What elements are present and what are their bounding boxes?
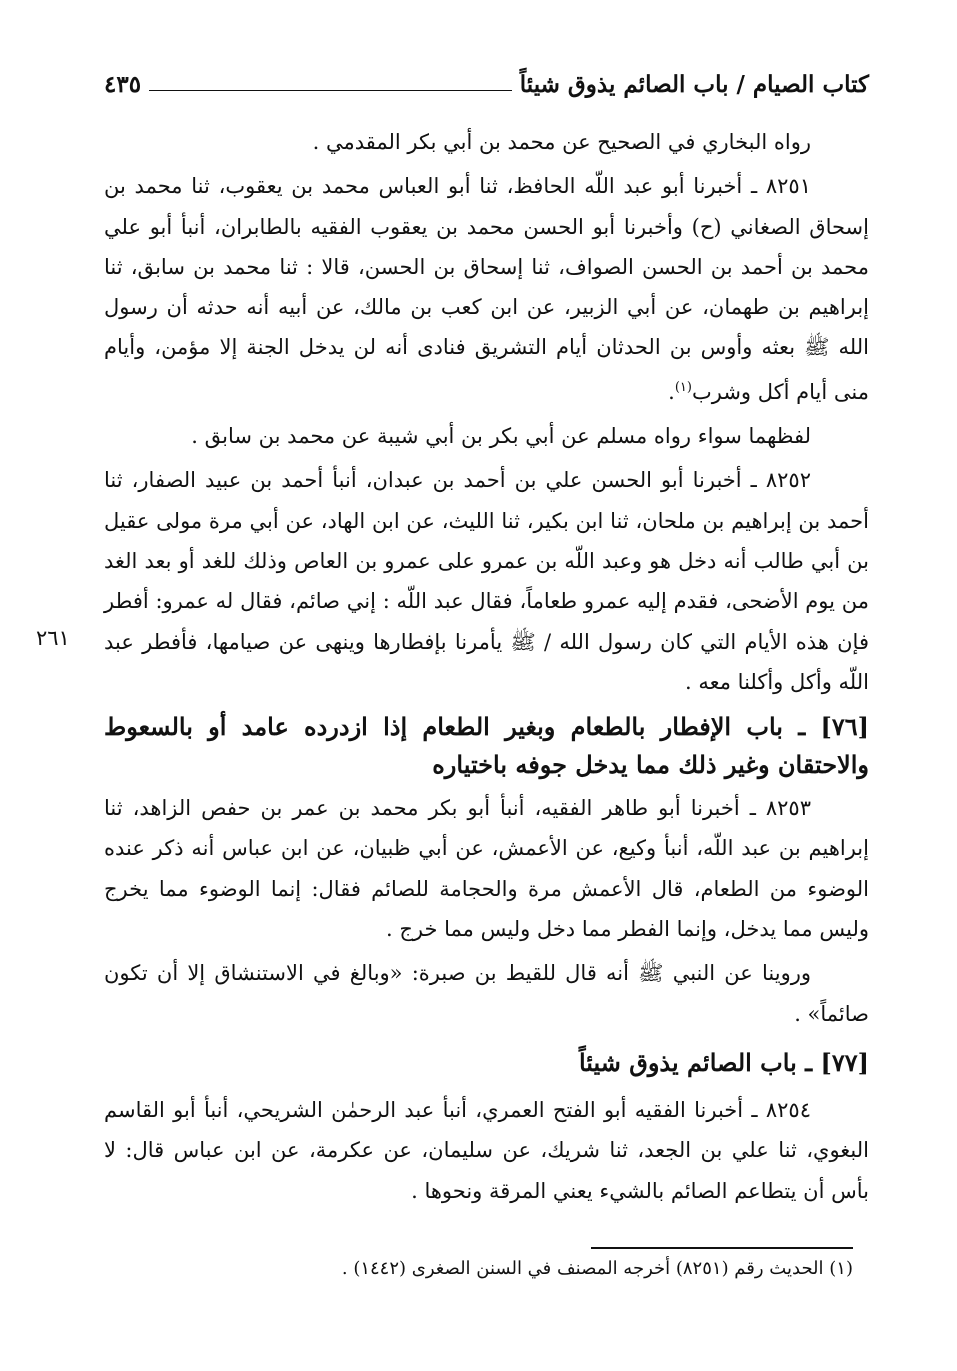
footnote-ref-1[interactable]: (١) (674, 379, 692, 395)
running-header (104, 64, 869, 104)
main-text (104, 122, 869, 1211)
paragraph-3: لفظهما سواء رواه مسلم عن أبي بكر بن أبي شيبة عن محمد بن سابق . (191, 424, 811, 449)
footnote-1: (١) الحديث رقم (٨٢٥١) أخرجه المصنف في السنن الصغرى (١٤٤٢) . (341, 1258, 853, 1279)
footnote-divider (591, 1247, 853, 1249)
hadith-8253: ٨٢٥٣ ـ أخبرنا أبو طاهر الفقيه، أنبأ أبو بكر محمد بن عمر بن حفص الزاهد، ثنا إبراهيم بن عبد اللّه، أنبأ وكيع، عن الأعمش، عن أبي ظبيان، عن ابن عباس أنه ذكر عنده الوضوء من الطعام، قال الأعمش مرة والحجامة للصائم فقال: إنما الوضوء مما يخرج وليس مما يدخل، وإنما الفطر مما دخل وليس مما خرج . (104, 796, 869, 942)
paragraph-riwayah: وروينا عن النبي ﷺ أنه قال للقيط بن صبرة: «وبالغ في الاستنشاق إلا أن تكون صائماً» . (104, 961, 869, 1026)
header-title: كتاب الصيام / باب الصائم يذوق شيئاً (519, 70, 869, 98)
chapter-heading-76-line2: والاحتقان وغير ذلك مما يدخل جوفه باختياره (432, 750, 869, 780)
paragraph-1: رواه البخاري في الصحيح عن محمد بن أبي بكر المقدمي . (312, 130, 811, 154)
margin-page-reference: ٢٦١ (36, 626, 70, 650)
header-rule (149, 90, 512, 91)
chapter-heading-77 (104, 1044, 869, 1082)
hadith-8252: ٨٢٥٢ ـ أخبرنا أبو الحسن علي بن أحمد بن عبدان، أنبأ أحمد بن عبيد الصفار، ثنا أحمد بن إبراهيم بن ملحان، ثنا ابن بكير، ثنا الليث، عن ابن الهاد، عن أبي مرة مولى عقيل بن أبي طالب أنه دخل هو وعبد اللّه بن عمرو على عمرو بن العاص وذلك للغد أو بعد الغد من يوم الأضحى، فقدم إليه عمرو طعاماً، فقال عبد اللّه : إني صائم، فقال له عمرو: أفطر فإن هذه الأيام التي كان رسول الله / ﷺ يأمرنا بإفطارها وينهى عن صيامها، فأفطر عبد اللّه وأكل وأكلنا معه . (104, 468, 869, 694)
page-number: ٤٣٥ (104, 70, 142, 98)
chapter-heading-77-text: [٧٧] ـ باب الصائم يذوق شيئاً (578, 1047, 869, 1077)
chapter-heading-76 (104, 708, 869, 784)
hadith-8251-text: ٨٢٥١ ـ أخبرنا أبو عبد اللّه الحافظ، ثنا أبو العباس محمد بن يعقوب، ثنا محمد بن إسحاق الصغاني (ح) وأخبرنا أبو الحسن محمد بن يعقوب الفقيه بالطابران، أنبأ أبو علي محمد بن أحمد بن الحسن الصواف، ثنا إسحاق بن الحسن، قالا : ثنا محمد بن سابق، ثنا إبراهيم بن طهمان، عن أبي الزبير، عن ابن كعب بن مالك، عن أبيه أنه حدثه أن رسول الله ﷺ بعثه وأوس بن الحدثان أيام التشريق فنادى أنه لن يدخل الجنة إلا مؤمن، وأيام منى أيام أكل وشرب (104, 174, 869, 404)
hadith-8251-end: . (668, 379, 675, 404)
hadith-8251 (104, 166, 869, 412)
chapter-heading-76-line1: [٧٦] ـ باب الإفطار بالطعام وبغير الطعام إذا ازدرده عامد أو بالسعوط (104, 712, 870, 742)
hadith-8254: ٨٢٥٤ ـ أخبرنا الفقيه أبو الفتح العمري، أنبأ عبد الرحمٰن الشريحي، أنبأ أبو القاسم البغوي، ثنا علي بن الجعد، ثنا شريك، عن سليمان، عن عكرمة، عن ابن عباس قال: لا بأس أن يتطاعم الصائم بالشيء يعني المرقة ونحوها . (104, 1097, 869, 1203)
